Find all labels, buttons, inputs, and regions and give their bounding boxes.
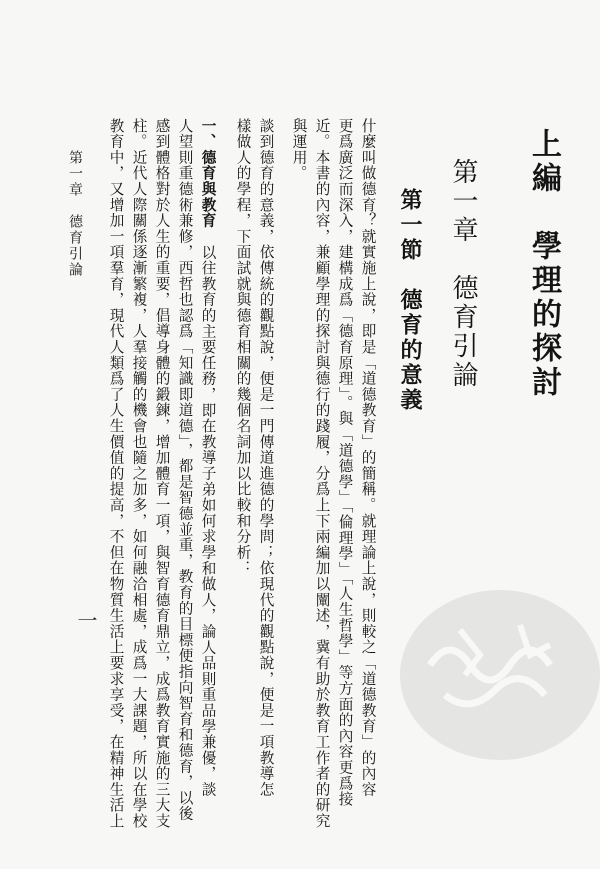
body-line: 與運用。 (290, 118, 308, 182)
subheading-line (200, 118, 215, 797)
section-title: 第一節 德育的意義 (397, 188, 423, 413)
body-line: 更爲廣泛而深入，建構成爲「德育原理」。與「道德學」「倫理學」「人生哲學」等方面的內容更爲接 (336, 118, 354, 808)
running-head: 第一章 德育引論 (67, 150, 83, 278)
body-line: 近。本書的內容，兼顧學理的探討與德行的踐履，分爲上下兩編加以闡述，冀有助於教育工作者的研究 (313, 118, 331, 829)
part-title: 上編 學理的探討 (526, 128, 561, 400)
body-text: 以往教育的主要任務，即在教導子弟如何求學和做人，論人品則重品學兼優，談 (199, 244, 217, 798)
body-line: 談到德育的意義，依傳統的觀點說，便是一門傳道進德的學問；依現代的觀點說，便是一項教導怎 (257, 118, 275, 798)
body-line: 樣做人的學程，下面試就與德育相關的幾個名詞加以比較和分析： (234, 118, 252, 577)
body-line: 教育中，又增加一項羣育，現代人類爲了人生價值的提高，不但在物質生活上要求享受，在精神生活上 (107, 118, 125, 829)
chapter-title: 第一章 德育引論 (448, 158, 478, 390)
body-line: 柱。近代人際關係逐漸繁複，人羣接觸的機會也隨之加多，如何融洽相處，成爲一大課題，所以在學校 (130, 118, 148, 829)
subheading: 一、德育與教育 (199, 118, 217, 229)
body-line: 人望則重德術兼修，西哲也認爲「知識即道德」，都是智德並重，教育的目標便指向智育和德育，以後 (176, 118, 194, 822)
page-number: 一 (74, 610, 98, 630)
body-line: 感到體格對於人生的重要，倡導身體的鍛鍊，增加體育一項，與智育德育鼎立，成爲教育實施的三大支 (153, 118, 171, 829)
library-seal-watermark (390, 575, 600, 765)
body-line: 什麼叫做德育？就實施上說，即是「道德教育」的簡稱。就理論上說，則較之「道德教育」的內容 (359, 118, 377, 798)
